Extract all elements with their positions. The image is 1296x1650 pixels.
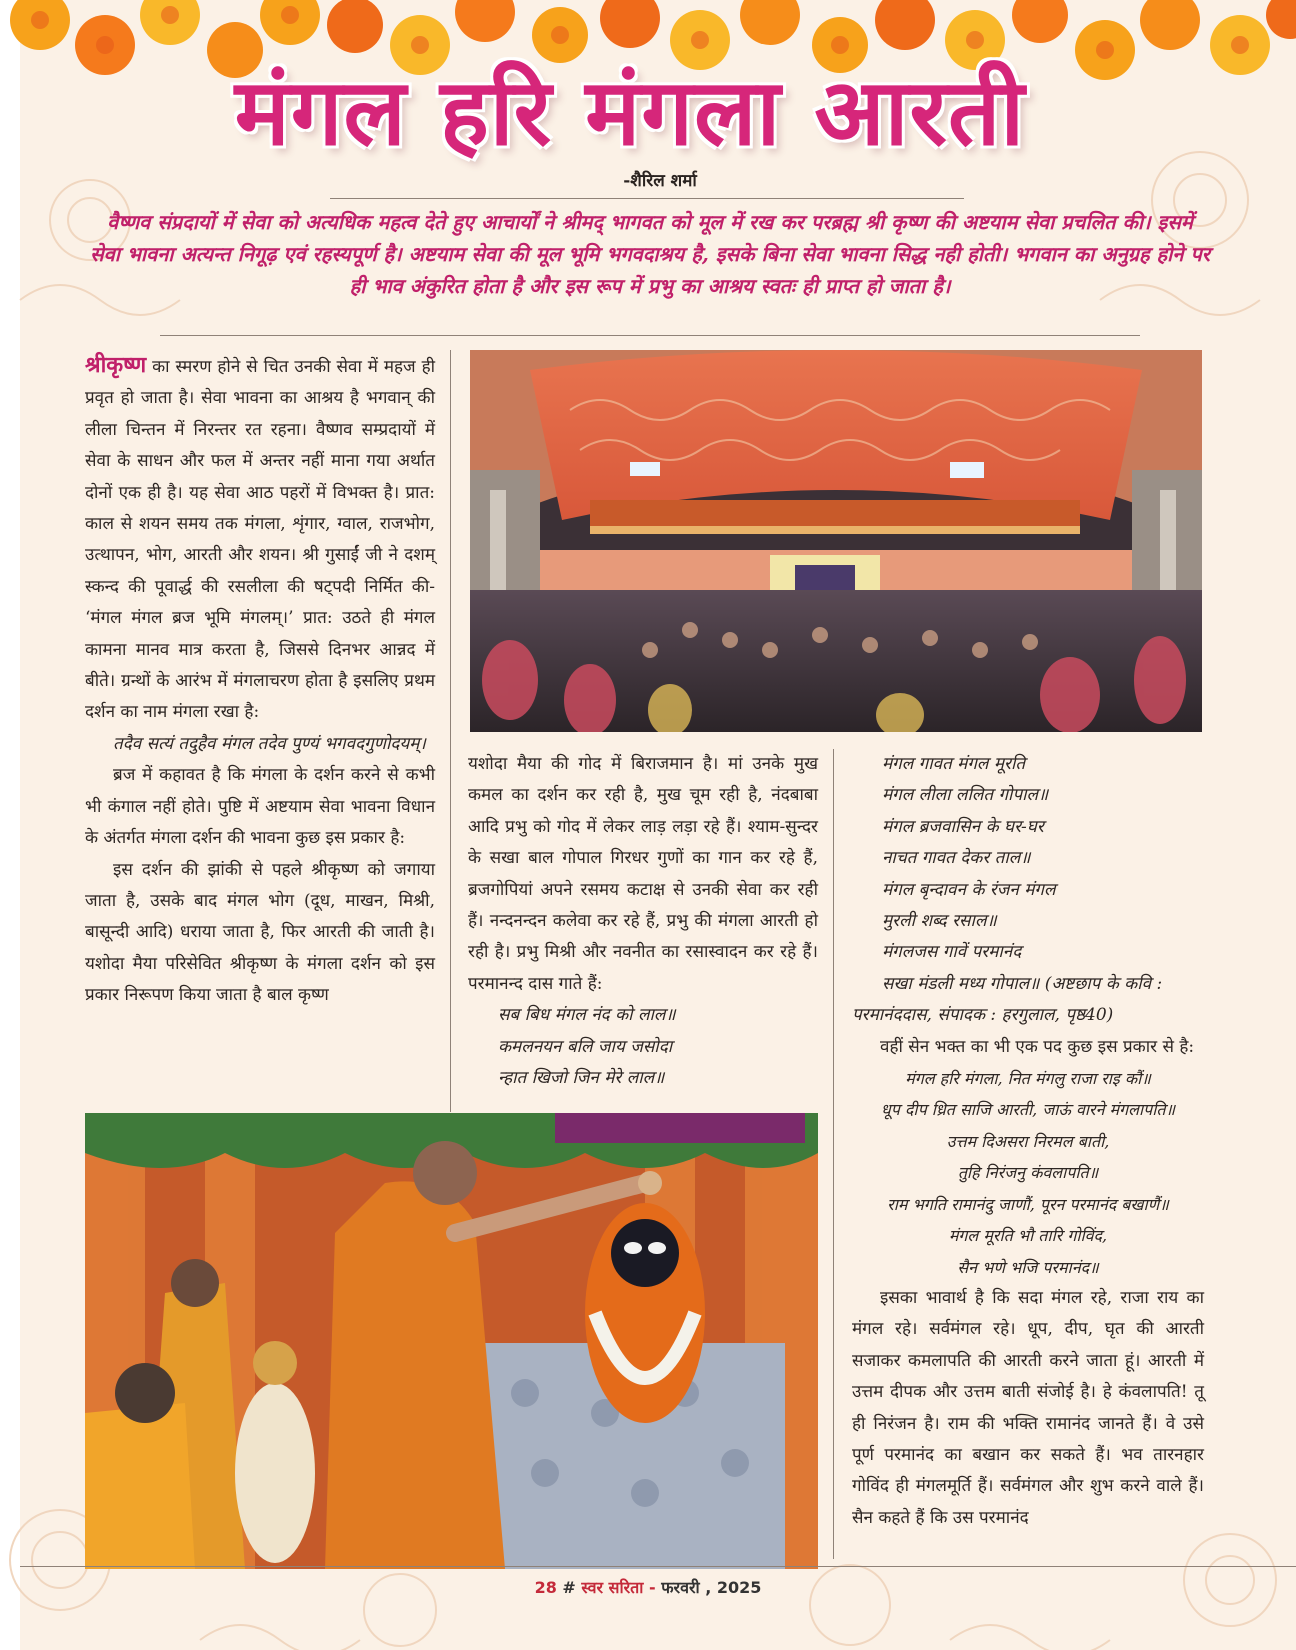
col1-paragraph-2: ब्रज में कहावत है कि मंगला के दर्शन करने से कभी भी कंगाल नहीं होते। पुष्टि में अष्टयाम सेवा भावना विधान के अंतर्गत मंगला दर्शन की भावना कुछ इस प्रकार है: (85, 765, 435, 849)
column-3 (852, 749, 1204, 1534)
col3-verse2-line: सैन भणे भजि परमानंद॥ (957, 1257, 1099, 1277)
col3-verse-line: मंगल ब्रजवासिन के घर-घर (882, 816, 1044, 837)
intro-bottom-rule (160, 335, 1140, 336)
col3-verse-line: मंगलजस गावें परमानंद (882, 942, 1022, 963)
intro-top-rule (330, 198, 964, 199)
col3-verse-2 (852, 1063, 1204, 1283)
citation: परमानंददास, संपादक : हरगुलाल, पृष्ठ40) (852, 1005, 1114, 1026)
col3-paragraph-2: इसका भावार्थ है कि सदा मंगल रहे, राजा राय का मंगल रहे। सर्वमंगल रहे। धूप, दीप, घृत की आरती सजाकर कमलापति की आरती करने जाता हूं। आरती में उत्तम दीपक और उत्तम बाती संजोई है। हे कंवलापति! तू ही निरंजन है। राम की भक्ति रामानंद जानते हैं। वे उसे पूर्ण परमानंद का बखान कर सकते हैं। भव तारनहार गोविंद ही मंगलमूर्ति हैं। सर्वमंगल और शुभ करने वाले हैं। सैन कहते हैं कि उस परमानंद (852, 1287, 1204, 1528)
col3-verse2-line: मंगल मूरति भौ तारि गोविंद, (948, 1226, 1108, 1246)
footer-rule (20, 1566, 1296, 1567)
intro-paragraph: वैष्णव संप्रदायों में सेवा को अत्यधिक महत्व देते हुए आचार्यों ने श्रीमद् भागवत को मूल में रख कर परब्रह्म श्री कृष्ण की अष्टयाम सेवा प्रचलित की। इसमें सेवा भावना अत्यन्त निगूढ़ एवं रहस्यपूर्ण है। अष्टयाम सेवा की मूल भूमि भगवदाश्रय है, इसके बिना सेवा भावना सिद्ध नही होती। भगवान का अनुग्रह होने पर ही भाव अंकुरित होता है और इस रूप में प्रभु का आश्रय स्वतः ही प्राप्त हो जाता है। (90, 210, 1210, 298)
col3-verse-line: मुरली शब्द रसाल॥ (882, 911, 997, 932)
col3-paragraph-1: वहीं सेन भक्त का भी एक पद कुछ इस प्रकार से है: (880, 1036, 1195, 1057)
col3-verse-line: मंगल बृन्दावन के रंजन मंगल (882, 879, 1056, 900)
column-divider-2 (833, 749, 834, 1559)
article-title: मंगल हरि मंगला आरती (234, 59, 1026, 166)
col2-verse-line: कमलनयन बलि जाय जसोदा (498, 1036, 673, 1057)
column-2 (468, 749, 818, 1094)
temple-crowd-photo (470, 350, 1202, 732)
col3-verse2-line: धूप दीप ध्रित साजि आरती, जाऊं वारने मंगलापति॥ (880, 1100, 1176, 1120)
magazine-name: स्वर सरिता (581, 1578, 644, 1597)
footer-separator: - (643, 1578, 662, 1597)
col2-verse-line: न्हात खिजो जिन मेरे लाल॥ (498, 1068, 665, 1089)
footer-hash: # (556, 1578, 582, 1597)
col3-verse-line: मंगल गावत मंगल मूरति (882, 754, 1026, 774)
drop-word: श्रीकृष्ण (85, 352, 147, 378)
aarti-ritual-photo (85, 1113, 818, 1569)
author-byline: -शैरिल शर्मा (623, 171, 697, 191)
issue-date: फरवरी , 2025 (661, 1578, 762, 1597)
col2-paragraph-1: यशोदा मैया की गोद में बिराजमान है। मां उनके मुख कमल का दर्शन कर रही है, मुख चूम रही है, नंदबाबा आदि प्रभु को गोद में लेकर लाड़ लड़ा रहे हैं। श्याम-सुन्दर के सखा बाल गोपाल गिरधर गुणों का गान कर रहे हैं, ब्रजगोपियां अपने रसमय कटाक्ष से उनकी सेवा कर रही हैं। नन्दनन्दन कलेवा कर रहे हैं, प्रभु की मंगला आरती हो रही है। प्रभु मिश्री और नवनीत का रसास्वादन कर रहे हैं। परमानन्द दास गाते हैं: (468, 754, 818, 994)
col3-verse-line: सखा मंडली मध्य गोपाल॥ (अष्टछाप के कवि : (882, 973, 1163, 994)
col3-verse2-line: राम भगति रामानंदु जाणौं, पूरन परमानंद बखाणैं॥ (887, 1194, 1169, 1214)
col1-paragraph-1: का स्मरण होने से चित उनकी सेवा में महज ही प्रवृत हो जाता है। सेवा भावना का आश्रय है भगवान् की लीला चिन्तन में निरन्तर रत रहना। वैष्णव सम्प्रदायों में सेवा के साधन और फल में अन्तर नहीं माना गया अर्थात दोनों एक ही है। यह सेवा आठ पहरों में विभक्त है। प्रात: काल से शयन समय तक मंगला, शृंगार, ग्वाल, राजभोग, उत्थापन, भोग, आरती और शयन। श्री गुसाईं जी ने दशम् स्कन्द की पूवार्द्ध की रसलीला की षट्पदी निर्मित की- ‘मंगल मंगल ब्रज भूमि मंगलम्।’ प्रात: उठते ही मंगल कामना मानव मात्र करता है, जिससे दिनभर आन्नद में बीते। ग्रन्थों के आरंभ में मंगलाचरण होता है इसलिए प्रथम दर्शन का नाम मंगला रखा है: (85, 357, 435, 723)
col2-verse-line: सब बिध मंगल नंद को लाल॥ (498, 1005, 676, 1026)
col3-verse2-line: उत्तम दिअसरा निरमल बाती, (946, 1131, 1110, 1151)
col3-verse-line: मंगल लीला ललित गोपाल॥ (882, 785, 1049, 806)
col2-verse (468, 1000, 818, 1094)
column-1 (85, 350, 435, 1012)
column-divider-1 (450, 350, 451, 1112)
col3-verse2-line: तुहि निरंजनु कंवलापति॥ (957, 1163, 1099, 1183)
col3-verse-line: नाचत गावत देकर ताल॥ (882, 848, 1031, 869)
col3-verse2-line: मंगल हरि मंगला, नित मंगलु राजा राइ कौं॥ (905, 1069, 1151, 1089)
page-number: 28 (534, 1578, 557, 1597)
col1-verse: तदैव सत्यं तदुहैव मंगल तदेव पुण्यं भगवदगुणोदयम्। (113, 733, 426, 754)
page-edge (0, 0, 20, 1650)
col1-paragraph-3: इस दर्शन की झांकी से पहले श्रीकृष्ण को जगाया जाता है, उसके बाद मंगल भोग (दूध, माखन, मिश्री, बासून्दी आदि) धराया जाता है, फिर आरती की जाती है। यशोदा मैया परिसेवित श्रीकृष्ण के मंगला दर्शन को इस प्रकार निरूपण किया जाता है बाल कृष्ण (85, 859, 435, 1006)
page-footer (0, 1576, 1296, 1598)
col3-verse-1 (852, 749, 1204, 1000)
